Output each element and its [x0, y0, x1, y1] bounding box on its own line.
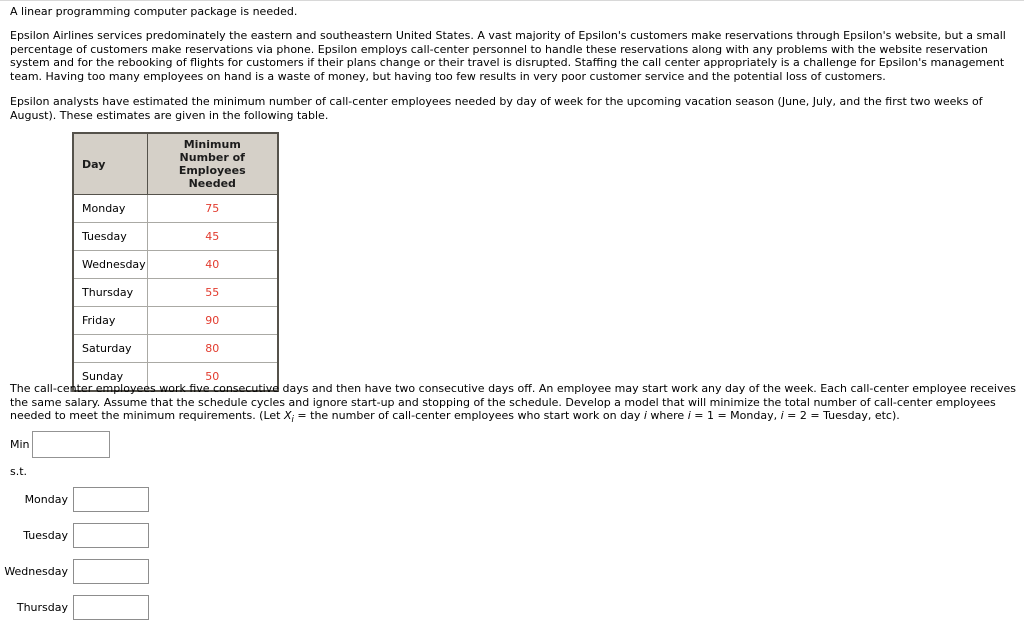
- subject-to-label: s.t.: [10, 465, 28, 478]
- constraint-label-wednesday: Wednesday: [4, 564, 68, 578]
- constraint-label-thursday: Thursday: [16, 600, 68, 614]
- variable-i: i: [687, 409, 691, 422]
- employees-table: [72, 132, 279, 392]
- column-header-day: Day: [73, 133, 147, 195]
- column-header-min-line2: Employees Needed: [178, 164, 246, 190]
- column-header-min-employees: [147, 133, 278, 195]
- day-cell: Sunday: [73, 363, 147, 391]
- variable-i: i: [643, 409, 647, 422]
- value-cell: 90: [147, 307, 278, 335]
- variable-x: X: [284, 409, 292, 422]
- value-cell: 75: [147, 195, 278, 223]
- day-cell: Tuesday: [73, 223, 147, 251]
- column-header-min-line1: Minimum Number of: [179, 138, 245, 164]
- value-cell: 80: [147, 335, 278, 363]
- day-cell: Thursday: [73, 279, 147, 307]
- constraint-label-tuesday: Tuesday: [23, 528, 68, 542]
- constraint-input-thursday[interactable]: [73, 595, 149, 620]
- table-header-row: [73, 133, 278, 195]
- constraint-input-tuesday[interactable]: [73, 523, 149, 548]
- table-row: [73, 279, 278, 307]
- constraint-row-thursday: [0, 594, 210, 620]
- instructions-text: where: [646, 409, 688, 422]
- instructions-text: = the number of call-center employees who start work on day: [293, 409, 644, 422]
- day-cell: Saturday: [73, 335, 147, 363]
- table-row: [73, 335, 278, 363]
- value-cell: 50: [147, 363, 278, 391]
- instructions-text: The call-center employees work five consecutive days and then have two consecutive days off. An employee may start work any day of the week. Each call-center employee receives the same salary. Assume that the schedule cycles and ignore start-up and stopping of the schedule. Develop a model that will minimize the total number of call-center employees needed to meet the minimum requirements. (Let: [10, 382, 1016, 422]
- constraint-row-wednesday: [0, 558, 210, 584]
- instructions-text: = 2 = Tuesday, etc).: [783, 409, 900, 422]
- constraint-input-wednesday[interactable]: [73, 559, 149, 584]
- constraint-row-monday: [0, 486, 210, 512]
- day-cell: Friday: [73, 307, 147, 335]
- variable-i: i: [780, 409, 784, 422]
- estimates-note: Epsilon analysts have estimated the minimum number of call-center employees needed by day of week for the upcoming vacation season (June, July, and the first two weeks of August). These estimates are given in the following table.: [10, 95, 983, 122]
- variable-x-subscript: i: [291, 415, 294, 426]
- table-row: [73, 195, 278, 223]
- objective-function-input[interactable]: [32, 431, 110, 458]
- constraint-label-monday: Monday: [24, 492, 68, 506]
- constraint-row-tuesday: [0, 522, 210, 548]
- table-row: [73, 251, 278, 279]
- constraint-input-monday[interactable]: [73, 487, 149, 512]
- model-instructions: [10, 382, 1018, 428]
- value-cell: 45: [147, 223, 278, 251]
- table-row: [73, 223, 278, 251]
- value-cell: 55: [147, 279, 278, 307]
- value-cell: 40: [147, 251, 278, 279]
- problem-background: Epsilon Airlines services predominately the eastern and southeastern United States. A vast majority of Epsilon's customers make reservations through Epsilon's website, but a small percentage of customers make reservations via phone. Epsilon employs call-center personnel to handle these reservations along with any problems with the website reservation system and for the rebooking of flights for customers if their plans change or their travel is disrupted. Staffing the call center appropriately is a challenge for Epsilon's management team. Having too many employees on hand is a waste of money, but having too few results in very poor customer service and the potential loss of customers.: [10, 29, 1006, 83]
- intro-statement: A linear programming computer package is needed.: [10, 5, 298, 18]
- day-cell: Monday: [73, 195, 147, 223]
- instructions-text: = 1 = Monday,: [690, 409, 781, 422]
- day-cell: Wednesday: [73, 251, 147, 279]
- objective-min-label: Min: [10, 438, 30, 451]
- table-row: [73, 307, 278, 335]
